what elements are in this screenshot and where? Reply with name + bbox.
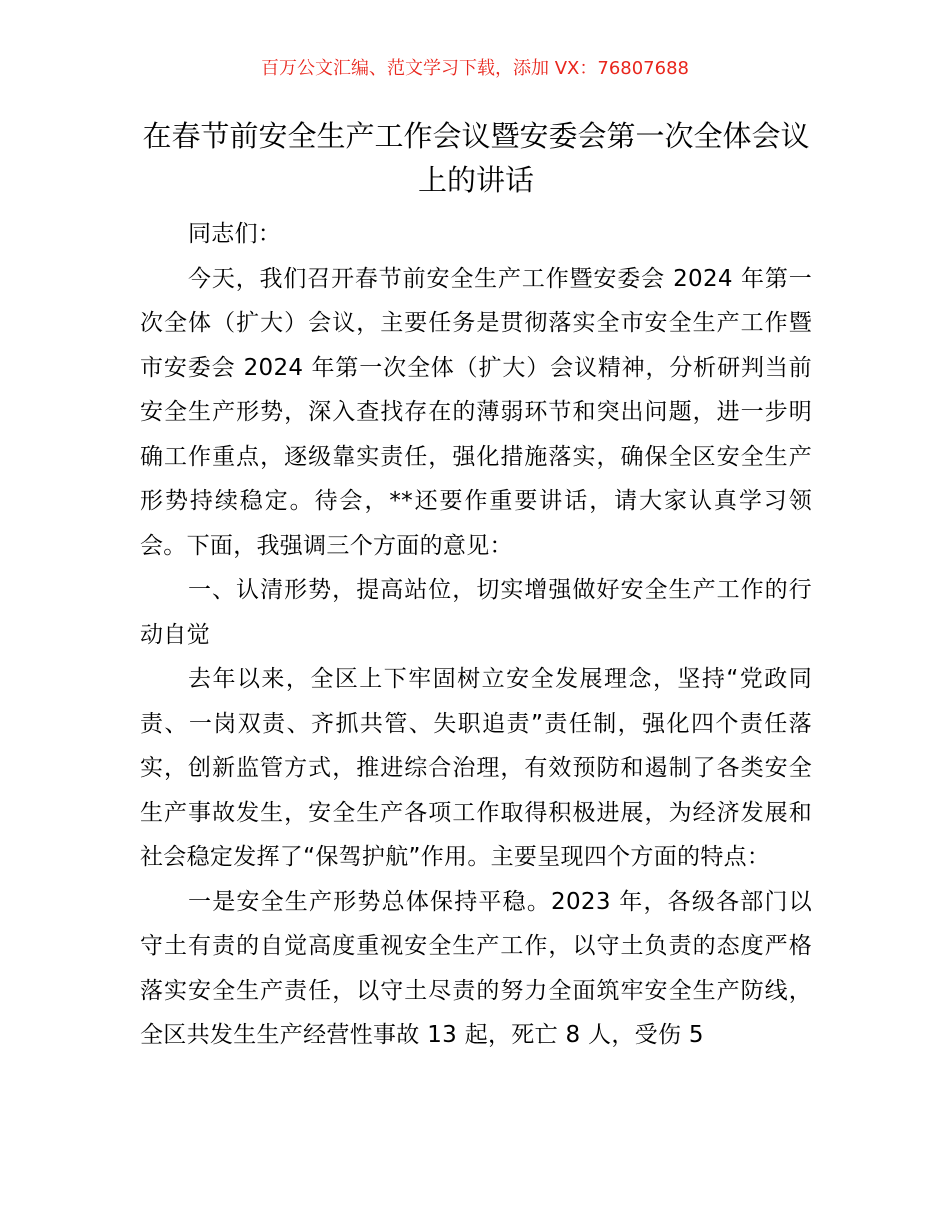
section-heading-1: 一、认清形势，提高站位，切实增强做好安全生产工作的行动自觉 — [140, 577, 812, 648]
paragraph-review: 去年以来，全区上下牢固树立安全发展理念，坚持“党政同责、一岗双责、齐抓共管、失职追责”责任制，强化四个责任落实，创新监管方式，推进综合治理，有效预防和遏制了各类安全生产事故发生，安全生产各项工作取得积极进展，为经济发展和社会稳定发挥了“保驾护航”作用。主要呈现四个方面的特点： — [140, 666, 812, 870]
document-title: 在春节前安全生产工作会议暨安委会第一次全体会议上的讲话 — [142, 119, 810, 197]
salutation: 同志们： — [188, 221, 282, 247]
download-promo-banner: 百万公文汇编、范文学习下载，添加 VX：76807688 — [261, 58, 689, 79]
document-body — [140, 212, 812, 1058]
paragraph-point-1: 一是安全生产形势总体保持平稳。2023 年，各级各部门以守土有责的自觉高度重视安全生产工作，以守土负责的态度严格落实安全生产责任，以守土尽责的努力全面筑牢安全生产防线，全区共发生生产经营性事故 13 起，死亡 8 人，受伤 5 — [140, 888, 812, 1048]
paragraph-intro: 今天，我们召开春节前安全生产工作暨安委会 2024 年第一次全体（扩大）会议，主要任务是贯彻落实全市安全生产工作暨市安委会 2024 年第一次全体（扩大）会议精神，分析研判当前安全生产形势，深入查找存在的薄弱环节和突出问题，进一步明确工作重点，逐级靠实责任，强化措施落实，确保全区安全生产形势持续稳定。待会，**还要作重要讲话，请大家认真学习领会。下面，我强调三个方面的意见： — [140, 265, 812, 559]
